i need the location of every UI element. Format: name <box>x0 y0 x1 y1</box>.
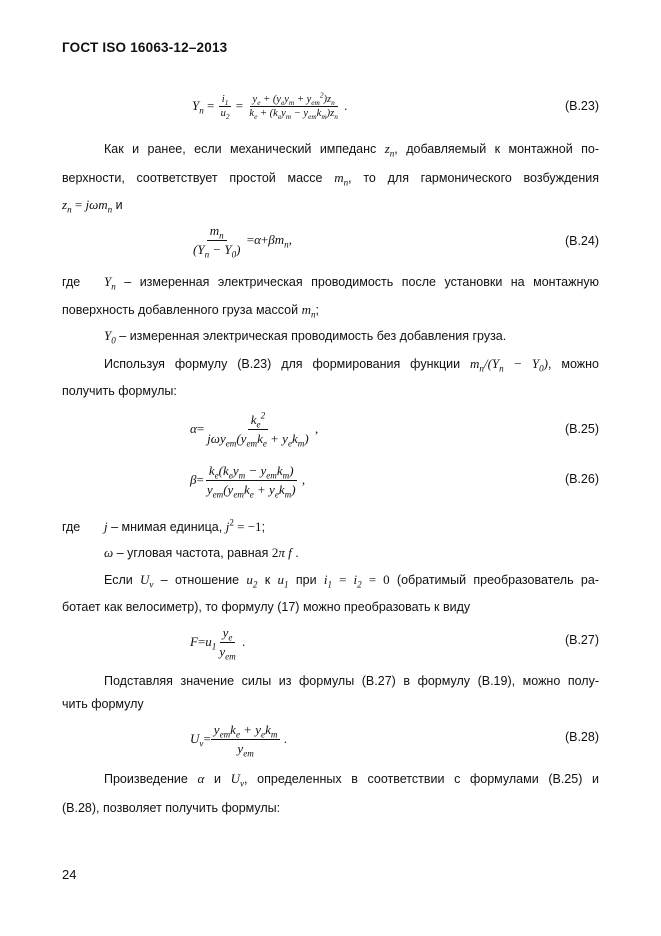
where-label: где <box>62 275 81 289</box>
formula-b27: F = $u_1$ $y_e$ $y_{em}$ . <box>190 624 246 662</box>
eq-number-b26: (B.26) <box>564 472 599 486</box>
paragraph-line: ботает как велосиметр), то формулу (17) можно преобразовать к виду <box>62 600 471 614</box>
paragraph-line: $z_n = j\omega m_n$ и <box>62 197 123 215</box>
paragraph-line: Как и ранее, если механический импеданс $z_n$, добавляемый к монтажной по- <box>104 141 599 159</box>
paragraph-line: чить формулу <box>62 697 144 711</box>
eq-number-b27: (B.27) <box>564 633 599 647</box>
paragraph-line: $Y_0$ – измеренная электрическая проводимость без добавления груза. <box>104 328 507 346</box>
paragraph-line: ω – угловая частота, равная 2π f . <box>104 545 299 560</box>
paragraph-line: поверхность добавленного груза массой $m_n$; <box>62 302 319 320</box>
eq-number-b23: (B.23) <box>564 99 599 113</box>
page-number: 24 <box>62 867 77 882</box>
paragraph-line: (B.28), позволяет получить формулы: <box>62 801 281 815</box>
paragraph-line: Используя формулу (B.23) для формирования функции $m_n/(Y_n - Y_0)$, можно <box>104 356 599 374</box>
formula-b25: α = $k_e^2$ $j\omega y_{em}(y_{em}k_e + y_ek_m)$ , <box>190 410 319 449</box>
paragraph-line: Произведение α и $U_v$, определенных в соответствии с формулами (B.25) и <box>104 771 599 789</box>
paragraph-line: j – мнимая единица, $j^2 = -1$; <box>104 517 266 534</box>
paragraph-line: верхности, соответствует простой массе $m_n$, то для гармонического возбуждения <box>62 170 599 188</box>
where-label: где <box>62 520 81 534</box>
formula-b28: $U_v$ = $y_{em}k_e + y_ek_m$ $y_{em}$ . <box>190 721 287 759</box>
formula-b26: β = $k_e(k_ey_m - y_{em}k_m)$ $y_{em}(y_{em}k_e + y_ek_m)$ , <box>190 462 306 500</box>
document-header: ГОСТ ISO 16063-12–2013 <box>62 40 228 55</box>
eq-number-b24: (B.24) <box>564 234 599 248</box>
paragraph-line: Если $U_v$ – отношение $u_2$ к $u_1$ при $i_1 = i_2 = 0$ (обратимый преобразователь ра- <box>104 572 599 590</box>
formula-b24: $\frac{m_n}{(Y_n - Y_0)}$ = α + $\beta m_n$ , <box>193 222 292 260</box>
eq-number-b28: (B.28) <box>564 730 599 744</box>
paragraph-line: Подставляя значение силы из формулы (B.27) в формулу (B.19), можно полу- <box>104 674 599 688</box>
paragraph-line: получить формулы: <box>62 384 177 398</box>
eq-number-b25: (B.25) <box>564 422 599 436</box>
paragraph-line: $Y_n$ – измеренная электрическая проводимость после установки на монтажную <box>104 274 599 292</box>
formula-b23: $Y_n$ = $\frac{i_1}{u_2}$ = $y_e + (y_ey_m + y_{em}^2)z_n$ $k_e + (k_ey_m - y_{em}k_m)z_n$ . <box>192 90 348 121</box>
